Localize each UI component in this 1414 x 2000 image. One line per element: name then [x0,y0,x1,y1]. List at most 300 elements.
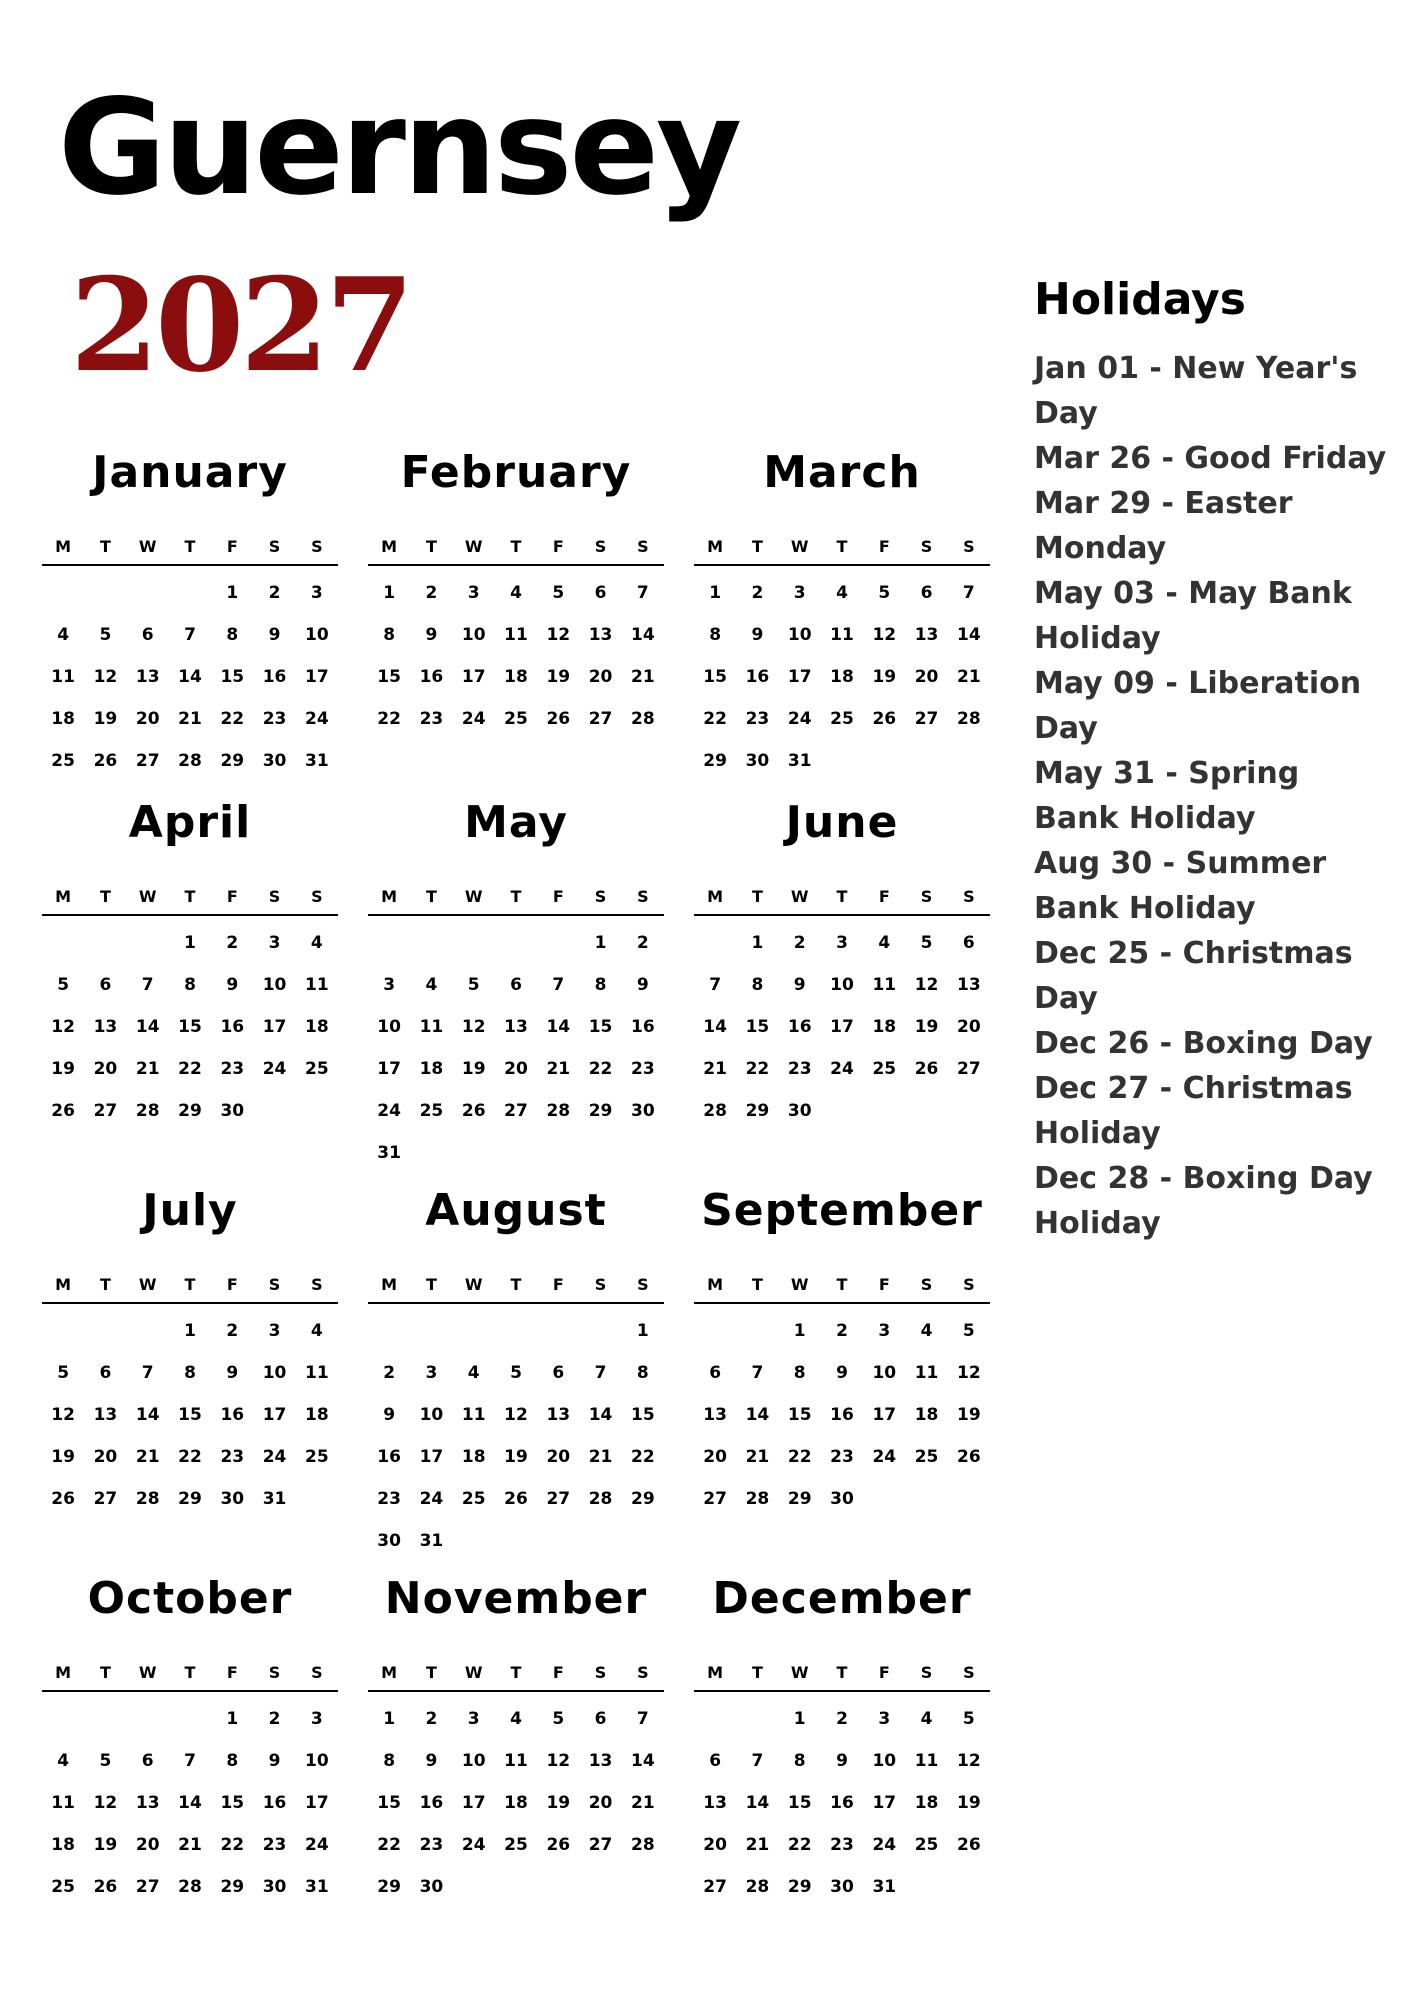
day-cell: 12 [957,1751,981,1771]
day-cell: 27 [703,1877,727,1897]
month-december [694,1564,990,1908]
weekday-label: M [381,1663,398,1682]
day-grid [694,1692,990,1908]
day-cell: 11 [305,1363,329,1383]
day-cell: 17 [262,1405,287,1425]
weekday-label: S [963,1275,975,1294]
day-cell: 8 [594,975,607,995]
day-cell: 15 [787,1793,812,1813]
day-cell: 9 [425,1751,438,1771]
day-cell: 14 [631,625,655,645]
day-cell: 18 [305,1017,329,1037]
page-title: Guernsey [58,71,740,225]
month-name: February [400,447,632,498]
day-cell: 2 [425,583,438,603]
day-cell: 5 [57,975,70,995]
day-cell: 21 [745,1447,770,1467]
day-cell: 11 [872,975,897,995]
day-cell: 16 [220,1405,245,1425]
day-cell: 13 [135,667,160,687]
month-july [42,1176,338,1520]
weekday-label: M [381,887,398,906]
day-cell: 13 [504,1017,528,1037]
day-cell: 9 [383,1405,396,1425]
day-cell: 10 [305,1751,329,1771]
day-cell: 19 [93,709,118,729]
day-cell: 24 [262,1059,287,1079]
month-name: September [701,1185,983,1236]
day-cell: 16 [220,1017,245,1037]
day-cell: 16 [262,1793,287,1813]
holidays-panel [1034,272,1394,1246]
weekday-label: F [552,1663,564,1682]
day-cell: 23 [830,1835,854,1855]
day-cell: 31 [377,1143,401,1163]
weekday-label: S [311,1663,323,1682]
day-cell: 20 [703,1447,727,1467]
day-cell: 4 [310,1321,323,1341]
day-cell: 17 [262,1017,287,1037]
month-name: January [92,447,288,498]
weekday-label: S [637,1275,649,1294]
day-cell: 29 [377,1877,401,1897]
day-cell: 21 [178,1835,202,1855]
day-cell: 6 [962,933,975,953]
day-cell: 23 [262,1835,287,1855]
day-cell: 12 [546,1751,571,1771]
day-cell: 7 [552,975,565,995]
day-cell: 2 [383,1363,396,1383]
day-cell: 18 [461,1447,486,1467]
day-cell: 7 [636,583,649,603]
weekday-label: W [790,1275,809,1294]
day-cell: 11 [504,1751,528,1771]
day-cell: 22 [377,1835,401,1855]
day-cell: 18 [830,667,854,687]
day-cell: 28 [631,1835,655,1855]
day-cell: 16 [262,667,287,687]
weekday-label: F [878,887,890,906]
day-cell: 25 [914,1835,939,1855]
day-cell: 15 [220,1793,245,1813]
day-cell: 19 [546,667,571,687]
day-grid [694,916,990,1132]
day-cell: 19 [51,1447,75,1467]
day-cell: 18 [914,1405,939,1425]
day-cell: 11 [51,667,75,687]
day-cell: 10 [461,1751,486,1771]
month-october [42,1564,338,1908]
day-cell: 19 [957,1405,981,1425]
weekday-label: W [790,887,809,906]
weekday-label: S [637,887,649,906]
day-cell: 20 [546,1447,571,1467]
day-cell: 21 [546,1059,571,1079]
day-cell: 23 [262,709,287,729]
day-cell: 1 [793,1709,806,1729]
day-cell: 2 [226,1321,239,1341]
day-cell: 10 [419,1405,444,1425]
weekday-label: S [311,887,323,906]
weekday-label: S [268,887,281,906]
day-cell: 26 [51,1101,75,1121]
day-cell: 23 [631,1059,655,1079]
day-cell: 24 [305,1835,329,1855]
weekday-label: M [707,537,724,556]
month-february [368,438,664,740]
weekday-label: T [99,887,111,906]
weekday-label: F [552,887,564,906]
day-cell: 7 [709,975,722,995]
day-cell: 22 [178,1059,202,1079]
day-cell: 23 [377,1489,401,1509]
weekday-label: W [464,1275,483,1294]
day-cell: 10 [461,625,486,645]
day-cell: 28 [703,1101,727,1121]
day-cell: 12 [461,1017,486,1037]
day-cell: 6 [709,1363,722,1383]
day-cell: 5 [99,625,112,645]
day-cell: 20 [93,1059,118,1079]
day-cell: 25 [504,709,528,729]
day-cell: 4 [510,1709,522,1729]
day-cell: 15 [703,667,727,687]
day-cell: 11 [461,1405,486,1425]
day-cell: 25 [914,1447,939,1467]
weekday-header [368,1656,664,1692]
weekday-header [368,530,664,566]
day-cell: 26 [504,1489,528,1509]
day-cell: 6 [594,583,607,603]
day-cell: 12 [914,975,939,995]
day-cell: 19 [914,1017,939,1037]
day-grid [694,566,990,782]
day-cell: 13 [588,1751,613,1771]
day-cell: 12 [93,1793,118,1813]
day-grid [694,1304,990,1520]
day-cell: 11 [914,1751,939,1771]
weekday-label: W [138,887,157,906]
day-cell: 3 [836,933,848,953]
weekday-label: T [425,1663,437,1682]
weekday-label: S [637,1663,649,1682]
day-cell: 26 [872,709,897,729]
day-cell: 2 [268,583,281,603]
month-january [42,438,338,782]
day-cell: 9 [636,975,649,995]
day-cell: 29 [220,751,245,771]
day-cell: 7 [594,1363,607,1383]
day-cell: 13 [703,1793,727,1813]
weekday-label: S [920,537,933,556]
day-cell: 9 [268,1751,281,1771]
day-cell: 12 [93,667,118,687]
day-cell: 15 [787,1405,812,1425]
day-cell: 31 [305,751,329,771]
month-may [368,788,664,1174]
day-cell: 27 [588,709,613,729]
month-name: May [464,797,568,848]
day-cell: 29 [631,1489,655,1509]
day-cell: 15 [178,1405,202,1425]
day-cell: 29 [745,1101,770,1121]
day-cell: 13 [957,975,981,995]
day-cell: 24 [305,709,329,729]
day-cell: 31 [872,1877,897,1897]
day-cell: 8 [709,625,722,645]
day-cell: 13 [546,1405,571,1425]
day-cell: 21 [957,667,981,687]
month-name: March [763,447,921,498]
weekday-label: S [268,537,281,556]
weekday-label: M [55,537,72,556]
day-cell: 27 [546,1489,571,1509]
weekday-label: T [751,537,763,556]
weekday-label: T [510,537,522,556]
day-cell: 27 [914,709,939,729]
day-cell: 6 [552,1363,565,1383]
day-cell: 22 [377,709,401,729]
day-cell: 25 [51,1877,75,1897]
day-cell: 20 [588,667,613,687]
day-cell: 15 [377,667,401,687]
day-cell: 21 [631,1793,655,1813]
day-cell: 29 [703,751,727,771]
day-cell: 4 [467,1363,480,1383]
day-cell: 11 [504,625,528,645]
day-cell: 15 [588,1017,613,1037]
day-cell: 26 [461,1101,486,1121]
weekday-label: W [464,537,483,556]
day-cell: 21 [178,709,202,729]
weekday-label: T [425,537,437,556]
day-cell: 5 [962,1709,975,1729]
day-cell: 3 [425,1363,438,1383]
day-cell: 21 [631,667,655,687]
day-cell: 29 [220,1877,245,1897]
month-november [368,1564,664,1908]
weekday-label: S [594,1275,607,1294]
day-cell: 17 [830,1017,854,1037]
day-cell: 22 [220,1835,245,1855]
day-cell: 5 [920,933,933,953]
day-cell: 28 [745,1877,770,1897]
day-cell: 29 [787,1877,812,1897]
day-cell: 11 [305,975,329,995]
month-name: October [87,1573,293,1624]
day-cell: 2 [836,1709,848,1729]
day-cell: 26 [957,1835,981,1855]
day-cell: 28 [631,709,655,729]
day-grid [368,1692,664,1908]
weekday-label: S [268,1663,281,1682]
day-cell: 6 [920,583,933,603]
weekday-label: S [311,537,323,556]
weekday-label: S [920,1275,933,1294]
day-cell: 3 [268,933,281,953]
day-cell: 2 [226,933,239,953]
day-cell: 30 [830,1877,854,1897]
day-cell: 30 [830,1489,854,1509]
weekday-label: T [99,537,111,556]
day-cell: 3 [310,1709,323,1729]
weekday-label: S [637,537,649,556]
day-cell: 7 [751,1751,764,1771]
day-cell: 5 [467,975,480,995]
day-cell: 8 [184,975,196,995]
weekday-label: T [751,1663,763,1682]
weekday-header [368,880,664,916]
day-cell: 17 [872,1793,897,1813]
weekday-label: W [464,887,483,906]
weekday-label: S [594,1663,607,1682]
day-cell: 8 [751,975,764,995]
weekday-label: F [226,887,238,906]
weekday-label: S [268,1275,281,1294]
day-grid [42,1692,338,1908]
day-cell: 10 [872,1751,897,1771]
day-cell: 14 [178,1793,202,1813]
day-cell: 17 [305,667,329,687]
day-cell: 16 [830,1793,854,1813]
weekday-label: T [510,1275,522,1294]
weekday-label: S [963,1663,975,1682]
weekday-label: S [311,1275,323,1294]
day-cell: 13 [135,1793,160,1813]
day-cell: 23 [787,1059,812,1079]
month-name: April [128,797,252,848]
weekday-label: F [226,1663,238,1682]
day-cell: 13 [914,625,939,645]
weekday-label: S [920,1663,933,1682]
day-cell: 6 [141,1751,154,1771]
weekday-label: T [184,537,196,556]
day-cell: 15 [745,1017,770,1037]
day-cell: 23 [419,709,444,729]
day-cell: 12 [957,1363,981,1383]
day-cell: 4 [510,583,522,603]
month-march [694,438,990,782]
day-cell: 16 [745,667,770,687]
day-cell: 18 [51,1835,75,1855]
day-cell: 28 [135,1101,160,1121]
day-cell: 9 [268,625,281,645]
day-cell: 28 [178,1877,202,1897]
day-cell: 5 [510,1363,522,1383]
day-cell: 23 [220,1059,245,1079]
day-cell: 1 [709,583,722,603]
day-cell: 26 [546,709,571,729]
day-grid [368,916,664,1174]
day-cell: 24 [830,1059,854,1079]
day-cell: 27 [135,751,160,771]
day-cell: 12 [504,1405,528,1425]
weekday-header [694,1268,990,1304]
holiday-item: May 03 - May Bank Holiday [1034,576,1352,656]
weekday-label: F [552,1275,564,1294]
day-cell: 20 [957,1017,981,1037]
holiday-item: May 09 - Liberation Day [1034,666,1362,746]
day-cell: 17 [461,667,486,687]
day-cell: 8 [383,625,396,645]
day-cell: 23 [830,1447,854,1467]
day-cell: 6 [99,1363,112,1383]
day-cell: 1 [594,933,607,953]
day-cell: 31 [262,1489,287,1509]
day-cell: 24 [461,709,486,729]
day-cell: 25 [830,709,854,729]
weekday-label: T [836,1275,848,1294]
day-cell: 28 [588,1489,613,1509]
day-cell: 6 [510,975,522,995]
day-cell: 22 [787,1835,812,1855]
weekday-label: S [594,537,607,556]
day-cell: 5 [552,583,565,603]
day-cell: 21 [135,1059,160,1079]
day-cell: 21 [588,1447,613,1467]
day-cell: 5 [99,1751,112,1771]
day-cell: 3 [310,583,323,603]
day-cell: 4 [310,933,323,953]
day-cell: 8 [636,1363,649,1383]
day-cell: 24 [461,1835,486,1855]
day-cell: 8 [793,1363,806,1383]
day-cell: 10 [377,1017,401,1037]
weekday-label: T [836,1663,848,1682]
weekday-label: T [751,1275,763,1294]
day-cell: 16 [631,1017,655,1037]
day-cell: 11 [51,1793,75,1813]
day-cell: 2 [268,1709,281,1729]
day-cell: 10 [305,625,329,645]
weekday-label: M [707,887,724,906]
weekday-label: M [707,1663,724,1682]
day-cell: 9 [793,975,806,995]
day-cell: 9 [226,975,239,995]
day-cell: 7 [141,975,154,995]
day-cell: 10 [787,625,812,645]
day-cell: 1 [751,933,764,953]
day-cell: 30 [220,1101,245,1121]
holidays-title: Holidays [1034,274,1246,325]
day-cell: 3 [383,975,396,995]
weekday-label: M [381,1275,398,1294]
day-cell: 7 [636,1709,649,1729]
day-cell: 30 [220,1489,245,1509]
day-cell: 26 [93,1877,118,1897]
day-cell: 25 [419,1101,444,1121]
day-cell: 29 [178,1101,202,1121]
weekday-header [694,530,990,566]
day-cell: 15 [178,1017,202,1037]
weekday-header [694,880,990,916]
day-cell: 19 [461,1059,486,1079]
day-cell: 5 [962,1321,975,1341]
weekday-label: S [920,887,933,906]
holiday-item: Dec 27 - Christmas Holiday [1034,1071,1353,1151]
day-cell: 28 [745,1489,770,1509]
day-cell: 27 [93,1489,118,1509]
day-cell: 7 [184,1751,196,1771]
day-cell: 8 [226,1751,239,1771]
month-name: November [384,1573,648,1624]
day-cell: 21 [745,1835,770,1855]
day-cell: 24 [787,709,812,729]
day-cell: 4 [878,933,891,953]
day-cell: 17 [787,667,812,687]
day-cell: 3 [878,1709,891,1729]
day-cell: 22 [588,1059,613,1079]
